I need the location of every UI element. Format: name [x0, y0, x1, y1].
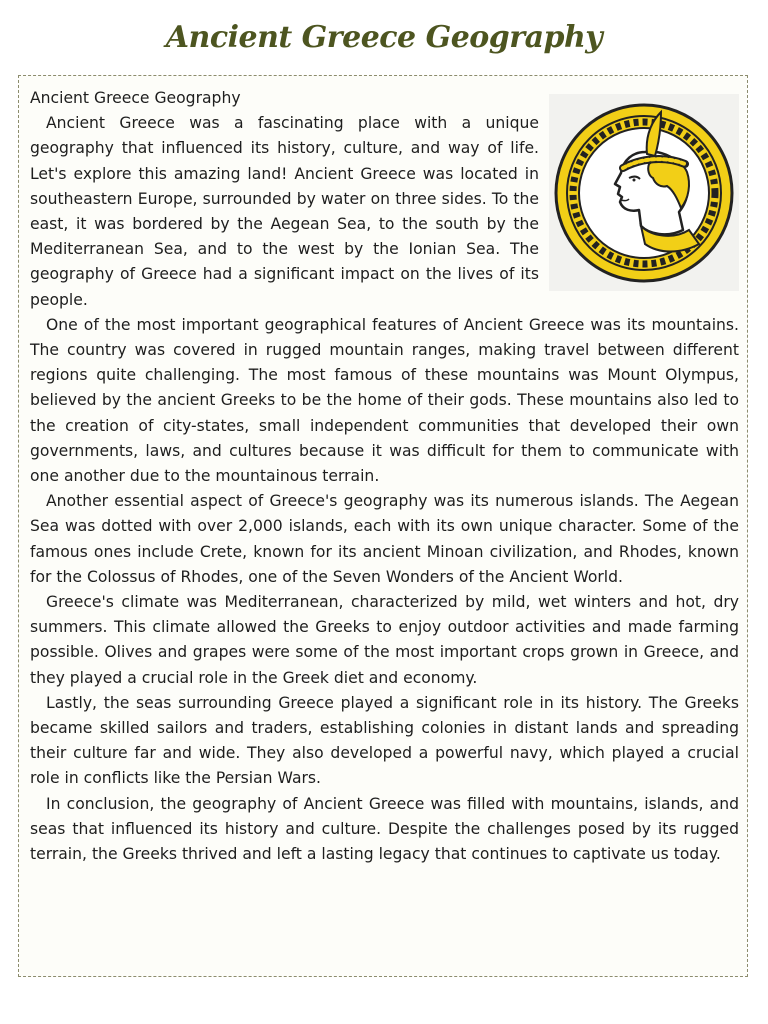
document-heading: Ancient Greece Geography: [30, 89, 241, 107]
paragraph-intro: Ancient Greece was a fascinating place with a unique geography that influenced its history, culture, and way of life. Let's explore this amazing land! Ancient Greece was located in southeastern Europe, surrounded by water on three sides. To the east, it was bordered by the Aegean Sea, to the south by the Mediterranean Sea, and to the west by the Ionian Sea. The geography of Greece had a significant impact on the lives of its people.: [30, 114, 539, 309]
paragraph-climate: Greece's climate was Mediterranean, characterized by mild, wet winters and hot, dry summers. This climate allowed the Greeks to enjoy outdoor activities and made farming possible. Olives and grapes were some of the most important crops grown in Greece, and they played a crucial role in the Greek diet and economy.: [30, 593, 739, 687]
paragraph-islands: Another essential aspect of Greece's geography was its numerous islands. The Aegean Sea was dotted with over 2,000 islands, each with its own unique character. Some of the famous ones include Crete, known for its ancient Minoan civilization, and Rhodes, known for the Colossus of Rhodes, one of the Seven Wonders of the Ancient World.: [30, 492, 739, 586]
paragraph-seas: Lastly, the seas surrounding Greece played a significant role in its history. The Greeks became skilled sailors and traders, establishing colonies in distant lands and spreading their culture far and wide. They also developed a powerful navy, which played a crucial role in conflicts like the Persian Wars.: [30, 693, 739, 788]
paragraph-mountains: One of the most important geographical features of Ancient Greece was its mountains. The country was covered in rugged mountain ranges, making travel between different regions quite challenging. The most famous of these mountains was Mount Olympus, believed by the ancient Greeks to be the home of their gods. These mountains also led to the creation of city-states, small independent communities that developed their own governments, laws, and cultures because it was difficult for them to communicate with one another due to the mountainous terrain.: [30, 315, 739, 486]
worksheet-frame: [18, 75, 748, 977]
page-title: Ancient Greece Geography: [165, 20, 603, 55]
greek-warrior-profile-medallion-icon: [549, 94, 739, 291]
paragraph-conclusion: In conclusion, the geography of Ancient Greece was filled with mountains, islands, and seas that influenced its history and culture. Despite the challenges posed by its rugged terrain, the Greeks thrived and left a lasting legacy that continues to captivate us today.: [30, 794, 739, 864]
article-body: [30, 86, 739, 867]
